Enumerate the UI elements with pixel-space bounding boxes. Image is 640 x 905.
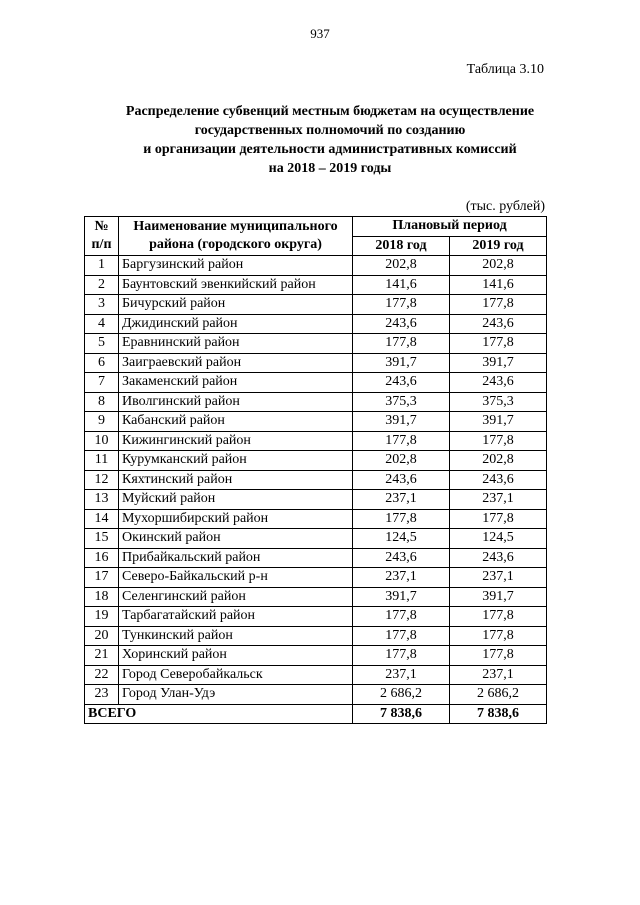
header-name-line2: района (городского округа) [149,237,322,252]
value-2019-cell: 243,6 [450,548,547,568]
value-2018-cell: 177,8 [353,334,450,354]
table-row [85,431,547,451]
row-number-cell: 22 [85,665,119,685]
value-2018-cell: 177,8 [353,646,450,666]
header-number [85,217,119,256]
district-name-cell: Город Северобайкальск [119,665,353,685]
value-2019-cell: 177,8 [450,607,547,627]
subventions-table [84,216,547,724]
table-label: Таблица 3.10 [466,62,544,77]
district-name-cell: Курумканский район [119,451,353,471]
row-number-cell: 1 [85,256,119,276]
table-header [85,217,547,256]
value-2018-cell: 243,6 [353,548,450,568]
row-number-cell: 16 [85,548,119,568]
district-name-cell: Иволгинский район [119,392,353,412]
value-2018-cell: 177,8 [353,509,450,529]
table-row [85,295,547,315]
table-row [85,256,547,276]
value-2019-cell: 391,7 [450,353,547,373]
table-row [85,685,547,705]
district-name-cell: Мухоршибирский район [119,509,353,529]
table-row [85,548,547,568]
value-2018-cell: 141,6 [353,275,450,295]
district-name-cell: Окинский район [119,529,353,549]
value-2019-cell: 243,6 [450,470,547,490]
district-name-cell: Кабанский район [119,412,353,432]
table-row [85,470,547,490]
row-number-cell: 6 [85,353,119,373]
header-number-line2: п/п [91,237,112,252]
row-number-cell: 11 [85,451,119,471]
value-2019-cell: 237,1 [450,568,547,588]
title-line: государственных полномочий по созданию [194,123,466,138]
value-2019-cell: 177,8 [450,626,547,646]
value-2018-cell: 177,8 [353,295,450,315]
units-note: (тыс. рублей) [465,199,545,214]
table-row [85,509,547,529]
header-number-line1: № [94,219,109,234]
district-name-cell: Баргузинский район [119,256,353,276]
row-number-cell: 7 [85,373,119,393]
value-2018-cell: 177,8 [353,431,450,451]
district-name-cell: Прибайкальский район [119,548,353,568]
district-name-cell: Тарбагатайский район [119,607,353,627]
table-row [85,646,547,666]
district-name-cell: Город Улан-Удэ [119,685,353,705]
value-2019-cell: 177,8 [450,509,547,529]
value-2018-cell: 391,7 [353,412,450,432]
row-number-cell: 23 [85,685,119,705]
table-row [85,490,547,510]
district-name-cell: Баунтовский эвенкийский район [119,275,353,295]
title-line: и организации деятельности административных комиссий [143,142,517,157]
row-number-cell: 5 [85,334,119,354]
table-title [60,102,600,178]
row-number-cell: 13 [85,490,119,510]
row-number-cell: 19 [85,607,119,627]
district-name-cell: Тункинский район [119,626,353,646]
district-name-cell: Джидинский район [119,314,353,334]
row-number-cell: 15 [85,529,119,549]
district-name-cell: Хоринский район [119,646,353,666]
value-2019-cell: 202,8 [450,256,547,276]
total-row [85,704,547,724]
value-2019-cell: 237,1 [450,665,547,685]
value-2019-cell: 141,6 [450,275,547,295]
value-2018-cell: 243,6 [353,470,450,490]
value-2018-cell: 237,1 [353,490,450,510]
value-2019-cell: 124,5 [450,529,547,549]
value-2018-cell: 243,6 [353,373,450,393]
value-2018-cell: 375,3 [353,392,450,412]
value-2018-cell: 391,7 [353,587,450,607]
district-name-cell: Селенгинский район [119,587,353,607]
value-2019-cell: 202,8 [450,451,547,471]
table-row [85,626,547,646]
value-2019-cell: 243,6 [450,314,547,334]
row-number-cell: 12 [85,470,119,490]
district-name-cell: Муйский район [119,490,353,510]
district-name-cell: Северо-Байкальский р-н [119,568,353,588]
value-2018-cell: 237,1 [353,568,450,588]
value-2018-cell: 237,1 [353,665,450,685]
row-number-cell: 17 [85,568,119,588]
table-row [85,451,547,471]
value-2019-cell: 177,8 [450,334,547,354]
table-row [85,607,547,627]
value-2018-cell: 202,8 [353,256,450,276]
district-name-cell: Кяхтинский район [119,470,353,490]
district-name-cell: Кижингинский район [119,431,353,451]
total-value-2019-cell: 7 838,6 [450,704,547,724]
table-row [85,587,547,607]
row-number-cell: 9 [85,412,119,432]
table-row [85,412,547,432]
value-2019-cell: 237,1 [450,490,547,510]
district-name-cell: Еравнинский район [119,334,353,354]
row-number-cell: 3 [85,295,119,315]
header-year-2019: 2019 год [450,236,547,256]
table-row [85,568,547,588]
row-number-cell: 14 [85,509,119,529]
row-number-cell: 18 [85,587,119,607]
value-2019-cell: 375,3 [450,392,547,412]
table-row [85,373,547,393]
value-2018-cell: 177,8 [353,607,450,627]
header-name-line1: Наименование муниципального [133,219,338,234]
total-label: ВСЕГО [85,704,353,724]
header-name [119,217,353,256]
page-number: 937 [310,26,330,41]
header-period: Плановый период [353,217,547,237]
value-2018-cell: 124,5 [353,529,450,549]
value-2018-cell: 243,6 [353,314,450,334]
value-2019-cell: 391,7 [450,412,547,432]
value-2018-cell: 2 686,2 [353,685,450,705]
district-name-cell: Заиграевский район [119,353,353,373]
value-2019-cell: 391,7 [450,587,547,607]
table-body [85,256,547,724]
district-name-cell: Закаменский район [119,373,353,393]
table-row [85,529,547,549]
value-2018-cell: 177,8 [353,626,450,646]
table-row [85,665,547,685]
row-number-cell: 4 [85,314,119,334]
value-2019-cell: 177,8 [450,295,547,315]
value-2019-cell: 177,8 [450,646,547,666]
district-name-cell: Бичурский район [119,295,353,315]
table-row [85,334,547,354]
row-number-cell: 2 [85,275,119,295]
header-year-2018: 2018 год [353,236,450,256]
row-number-cell: 21 [85,646,119,666]
value-2019-cell: 2 686,2 [450,685,547,705]
value-2018-cell: 202,8 [353,451,450,471]
value-2018-cell: 391,7 [353,353,450,373]
title-line: Распределение субвенций местным бюджетам на осуществление [125,104,535,119]
title-line: на 2018 – 2019 годы [268,161,392,176]
value-2019-cell: 243,6 [450,373,547,393]
table-row [85,314,547,334]
table-row [85,392,547,412]
row-number-cell: 20 [85,626,119,646]
value-2019-cell: 177,8 [450,431,547,451]
table-row [85,275,547,295]
row-number-cell: 8 [85,392,119,412]
total-value-2018-cell: 7 838,6 [353,704,450,724]
table-row [85,353,547,373]
row-number-cell: 10 [85,431,119,451]
